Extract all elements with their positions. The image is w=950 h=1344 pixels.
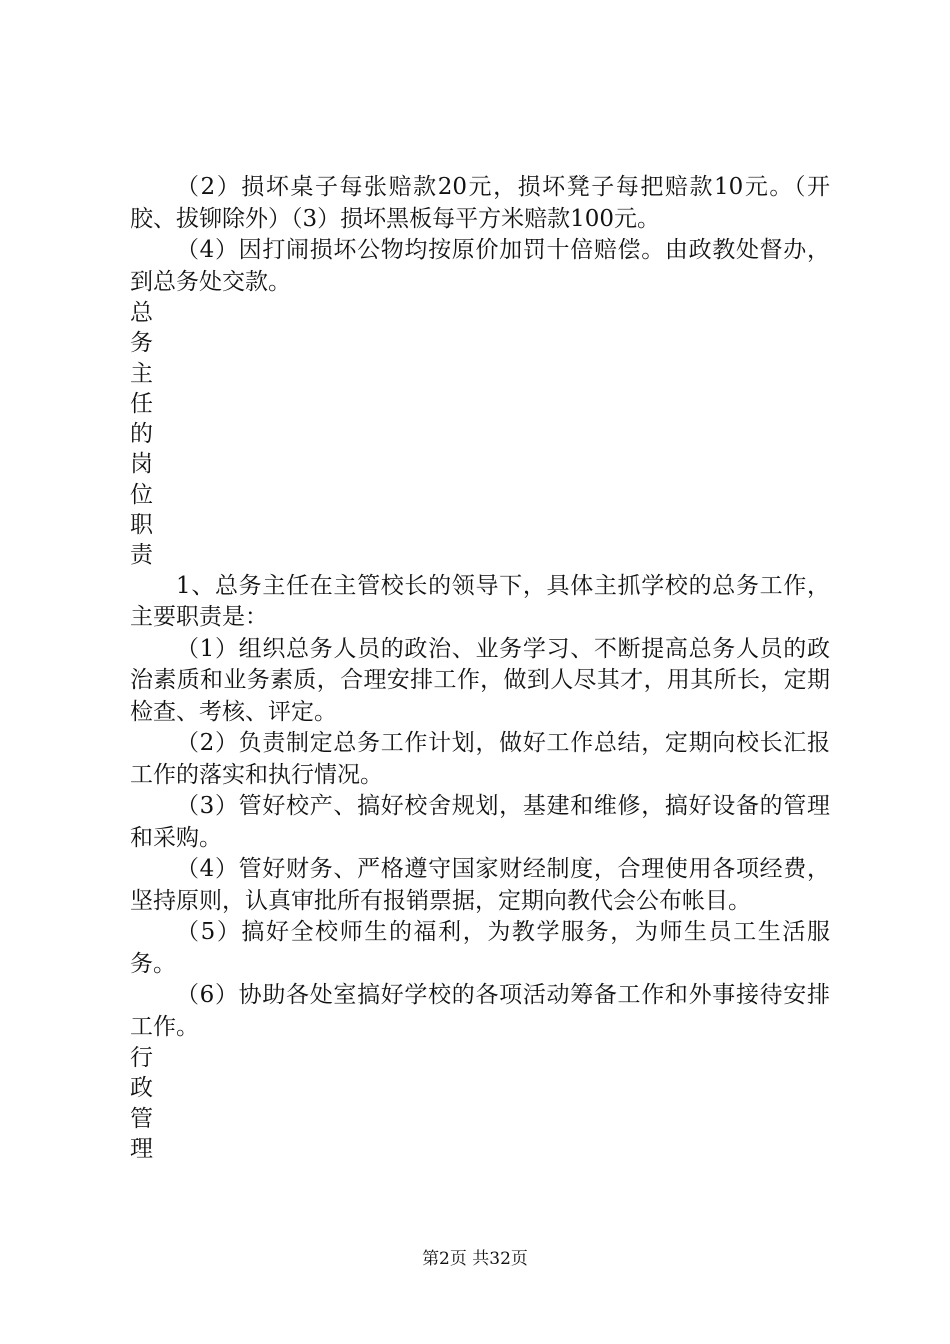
heading-general-affairs-director-duties: 总务主任的岗位职责: [130, 300, 153, 569]
heading-administrative-management: 行政管理: [130, 1045, 153, 1163]
paragraph-duty-5: （5）搞好全校师生的福利，为教学服务，为师生员工生活服务。: [130, 919, 830, 977]
paragraph-duty-3: （3）管好校产、搞好校舍规划，基建和维修，搞好设备的管理和采购。: [130, 793, 830, 851]
page-number-label: 第2页 共32页: [422, 1249, 528, 1269]
paragraph-duty-6: （6）协助各处室搞好学校的各项活动筹备工作和外事接待安排工作。: [130, 982, 830, 1040]
paragraph-duty-2: （2）负责制定总务工作计划，做好工作总结，定期向校长汇报工作的落实和执行情况。: [130, 730, 830, 788]
paragraph-duty-1: （1）组织总务人员的政治、业务学习、不断提高总务人员的政治素质和业务素质，合理安排工作，做到人尽其才，用其所长，定期检查、考核、评定。: [130, 635, 830, 725]
paragraph-damage-fees: （2）损坏桌子每张赔款20元，损坏凳子每把赔款10元。（开胶、拔铆除外）（3）损坏黑板每平方米赔款100元。: [130, 174, 830, 232]
paragraph-duty-4: （4）管好财务、严格遵守国家财经制度，合理使用各项经费，坚持原则，认真审批所有报销票据，定期向教代会公布帐目。: [130, 856, 830, 914]
page-footer: [0, 1244, 950, 1269]
paragraph-fighting-penalty: （4）因打闹损坏公物均按原价加罚十倍赔偿。由政教处督办，到总务处交款。: [130, 237, 830, 295]
document-body: [130, 172, 830, 1164]
paragraph-duty-intro: 1、总务主任在主管校长的领导下，具体主抓学校的总务工作，主要职责是：: [130, 572, 830, 631]
